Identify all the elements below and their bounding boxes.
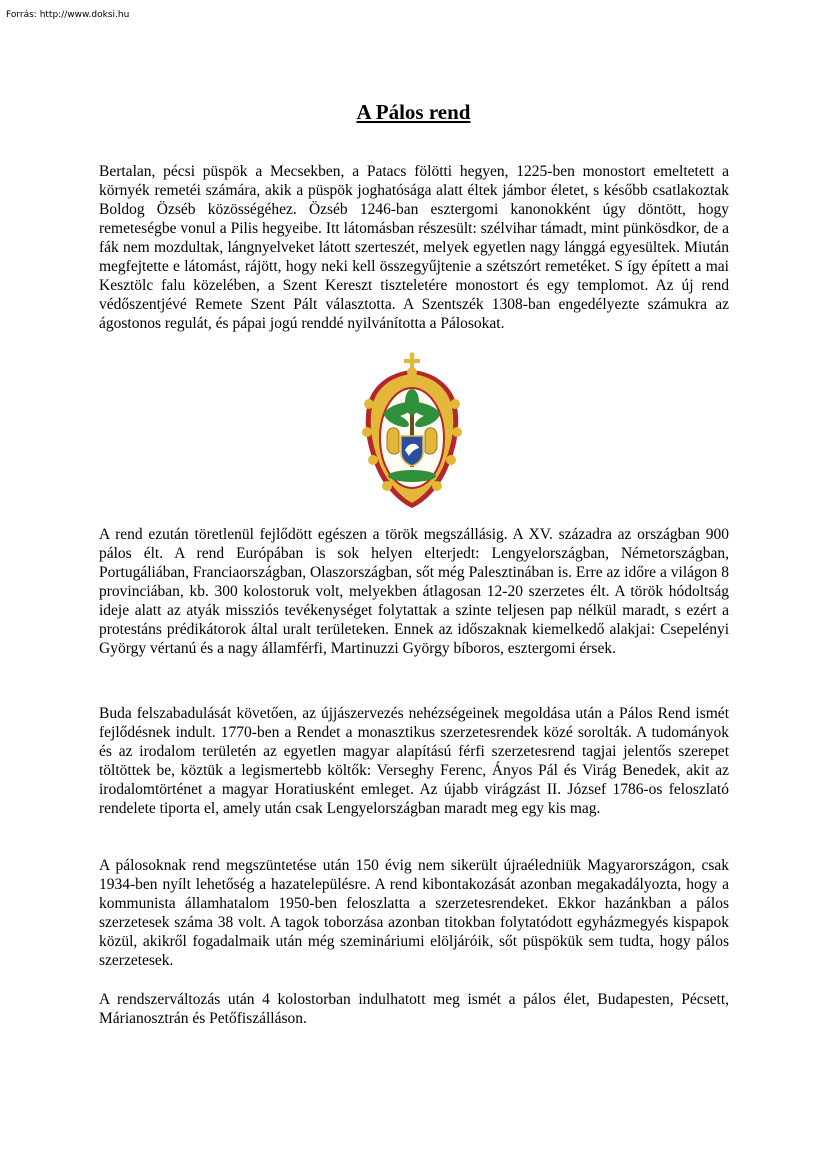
source-line: Forrás: http://www.doksi.hu (6, 10, 130, 20)
paragraph-5: A rendszerváltozás után 4 kolostorban indulhatott meg ismét a pálos élet, Budapesten, Pécsett, Márianosztrán és Petőfiszálláson. (99, 991, 729, 1027)
paragraph-4: A pálosoknak rend megszüntetése után 150 évig nem sikerült újraéledniük Magyarországon, csak 1934-ben nyílt lehetőség a hazatelepülésre. A rend kibontakozását azonban megakadályozta, hogy a kommunista államhatalom 1950-ben feloszlatta a szerzetesrendeket. Ekkor hazánkban a pálos szerzetesek száma 38 volt. A tagok toborzása azonban titokban folytatódott egyházmegyés kispapok közül, akikről fogadalmaik után még szemináriumi elöljáróik, sőt püspökük sem tudta, hogy pálos szerzetesek. (99, 857, 729, 969)
page-title: A Pálos rend (356, 100, 471, 124)
paragraph-1: Bertalan, pécsi püspök a Mecsekben, a Patacs fölötti hegyen, 1225-ben monostort emeltetett a környék remetéi számára, akik a püspök joghatósága alatt éltek jámbor életet, s később csatlakoztak Boldog Özséb közösségéhez. Özséb 1246-ban esztergomi kanonokként úgy döntött, hogy remeteségbe vonul a Pilis hegyeibe. Itt látomásban részesült: szélvihar támadt, mint pünkösdkor, de a fák nem mozdultak, lángnyelveket látott szerteszét, melyek egyetlen nagy lánggá egyesültek. Miután megfejtette e látomást, rájött, hogy neki kell összegyűjtenie a szétszórt remetéket. S így épített a mai Kesztölc falu közelében, a Szent Kereszt tiszteletére monostort és egy templomot. Az új rend védőszentjévé Remete Szent Pált választotta. A Szentszék 1308-ban engedélyezte számukra az ágostonos regulát, és pápai jogú renddé nyilvánította a Pálosokat. (99, 163, 729, 332)
paragraph-2: A rend ezután töretlenül fejlődött egészen a török megszállásig. A XV. századra az országban 900 pálos élt. A rend Európában is sok helyen elterjedt: Lengyelországban, Németországban, Portugáliában, Franciaországban, Olaszországban, sőt még Palesztinában is. Erre az időre a világon 8 provinciában, kb. 300 kolostoruk volt, melyekben átlagosan 12-20 szerzetes élt. A török hódoltság ideje alatt az atyák missziós tevékenységet folytattak a szinte teljesen pap nélkül maradt, s ezért a protestáns prédikátorok által uralt területeken. Ennek az időszaknak kiemelkedő alakjai: Csepelényi György vértanú és a nagy államférfi, Martinuzzi György bíboros, esztergomi érsek. (99, 526, 729, 657)
paragraph-3: Buda felszabadulását követően, az újjászervezés nehézségeinek megoldása után a Pálos Rend ismét fejlődésnek indult. 1770-ben a Rendet a monasztikus szerzetesrendek közé sorolták. A tudományok és az irodalom területén az egyetlen magyar alapítású férfi szerzetesrend tagjai jelentős szerepet töltöttek be, köztük a legismertebb költők: Verseghy Ferenc, Ányos Pál és Virág Benedek, akit az irodalomtörténet a magyar Horatiusként emleget. Az újabb virágzást II. József 1786-os feloszlató rendelete tiporta el, amely után csak Lengyelországban maradt meg egy kis mag. (99, 705, 729, 817)
pauline-order-crest-icon (359, 352, 465, 512)
